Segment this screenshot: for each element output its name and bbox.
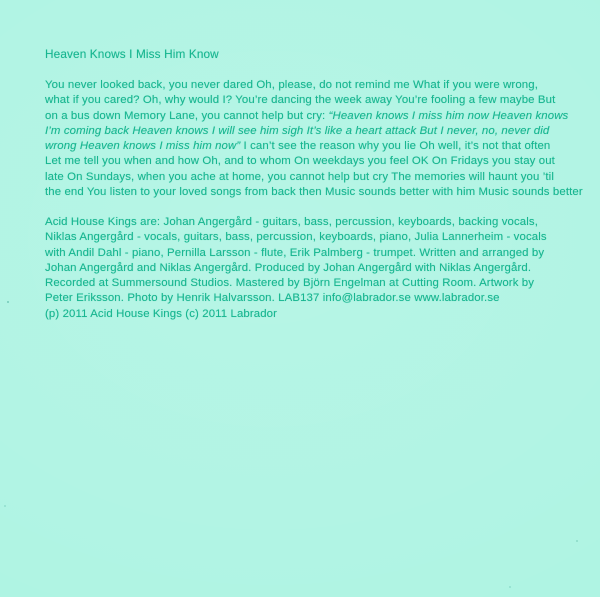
lyric-line: on a bus down Memory Lane, you cannot help but cry: “Heaven knows I miss him now Heaven knows <box>45 109 569 122</box>
scan-speck <box>509 586 511 588</box>
credit-line: Niklas Angergård - vocals, guitars, bass, percussion, keyboards, piano, Julia Lannerheim - vocals <box>45 231 547 244</box>
liner-text-content <box>45 47 583 320</box>
lyric-line: the end You listen to your loved songs from back then Music sounds better with him Music sounds better <box>45 186 583 199</box>
credit-line: with Andil Dahl - piano, Pernilla Larsson - flute, Erik Palmberg - trumpet. Written and arranged by <box>45 246 545 259</box>
credits-paragraph <box>45 215 547 322</box>
lyric-line: what if you cared? Oh, why would I? You’re dancing the week away You’re fooling a few maybe But <box>45 94 556 107</box>
lyrics-paragraph <box>45 78 583 200</box>
song-title: Heaven Knows I Miss Him Know <box>45 47 219 61</box>
scan-speck <box>576 540 578 542</box>
credit-line: Peter Eriksson. Photo by Henrik Halvarsson. LAB137 info@labrador.se www.labrador.se <box>45 292 500 305</box>
credit-line: (p) 2011 Acid House Kings (c) 2011 Labrador <box>45 307 278 320</box>
credit-line: Acid House Kings are: Johan Angergård - guitars, bass, percussion, keyboards, backing vocals, <box>45 216 538 228</box>
lyric-line: wrong Heaven knows I miss him now” I can’t see the reason why you lie Oh well, it’s not that often <box>45 140 551 153</box>
scan-speck <box>7 301 9 303</box>
lyric-line: late On Sundays, when you ache at home, you cannot help but cry The memories will haunt you ’til <box>45 170 554 183</box>
lyric-line: You never looked back, you never dared Oh, please, do not remind me What if you were wrong, <box>45 79 538 91</box>
scan-speck <box>4 505 6 507</box>
credit-line: Recorded at Summersound Studios. Mastered by Björn Engelman at Cutting Room. Artwork by <box>45 277 535 290</box>
lyric-line: I’m coming back Heaven knows I will see him sigh It’s like a heart attack But I never, no, never did <box>45 124 550 137</box>
credit-line: Johan Angergård and Niklas Angergård. Produced by Johan Angergård with Niklas Angergård. <box>45 261 532 274</box>
lyric-line: Let me tell you when and how Oh, and to whom On weekdays you feel OK On Fridays you stay out <box>45 155 555 168</box>
